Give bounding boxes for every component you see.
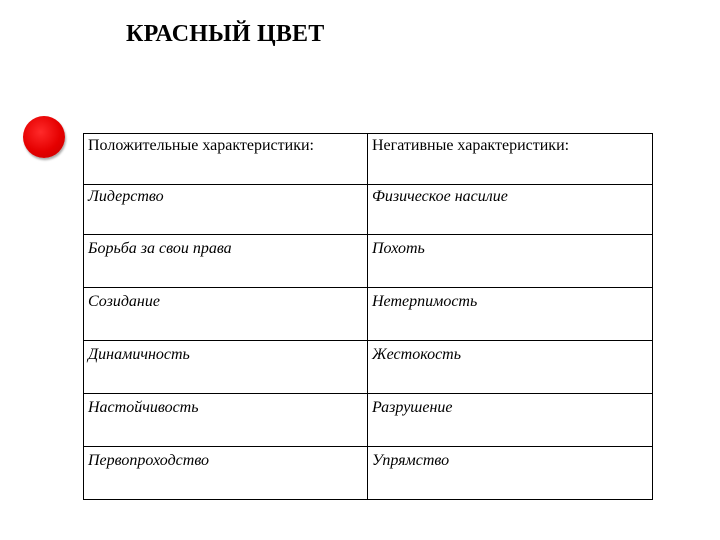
positive-cell: Лидерство xyxy=(84,185,368,235)
table-row xyxy=(84,288,653,341)
positive-cell: Настойчивость xyxy=(84,394,368,447)
positive-cell: Созидание xyxy=(84,288,368,341)
header-negative: Негативные характеристики: xyxy=(368,134,653,185)
characteristics-table xyxy=(83,133,653,500)
red-circle-marker xyxy=(23,116,65,158)
positive-cell: Первопроходство xyxy=(84,447,368,500)
table-row xyxy=(84,447,653,500)
table-row xyxy=(84,394,653,447)
positive-cell: Динамичность xyxy=(84,341,368,394)
table-row xyxy=(84,341,653,394)
table-header-row xyxy=(84,134,653,185)
negative-cell: Упрямство xyxy=(368,447,653,500)
table-row xyxy=(84,185,653,235)
page-title: КРАСНЫЙ ЦВЕТ xyxy=(126,21,325,47)
positive-cell: Борьба за свои права xyxy=(84,235,368,288)
header-positive: Положительные характеристики: xyxy=(84,134,368,185)
negative-cell: Физическое насилие xyxy=(368,185,653,235)
negative-cell: Нетерпимость xyxy=(368,288,653,341)
negative-cell: Жестокость xyxy=(368,341,653,394)
negative-cell: Разрушение xyxy=(368,394,653,447)
table-row xyxy=(84,235,653,288)
negative-cell: Похоть xyxy=(368,235,653,288)
